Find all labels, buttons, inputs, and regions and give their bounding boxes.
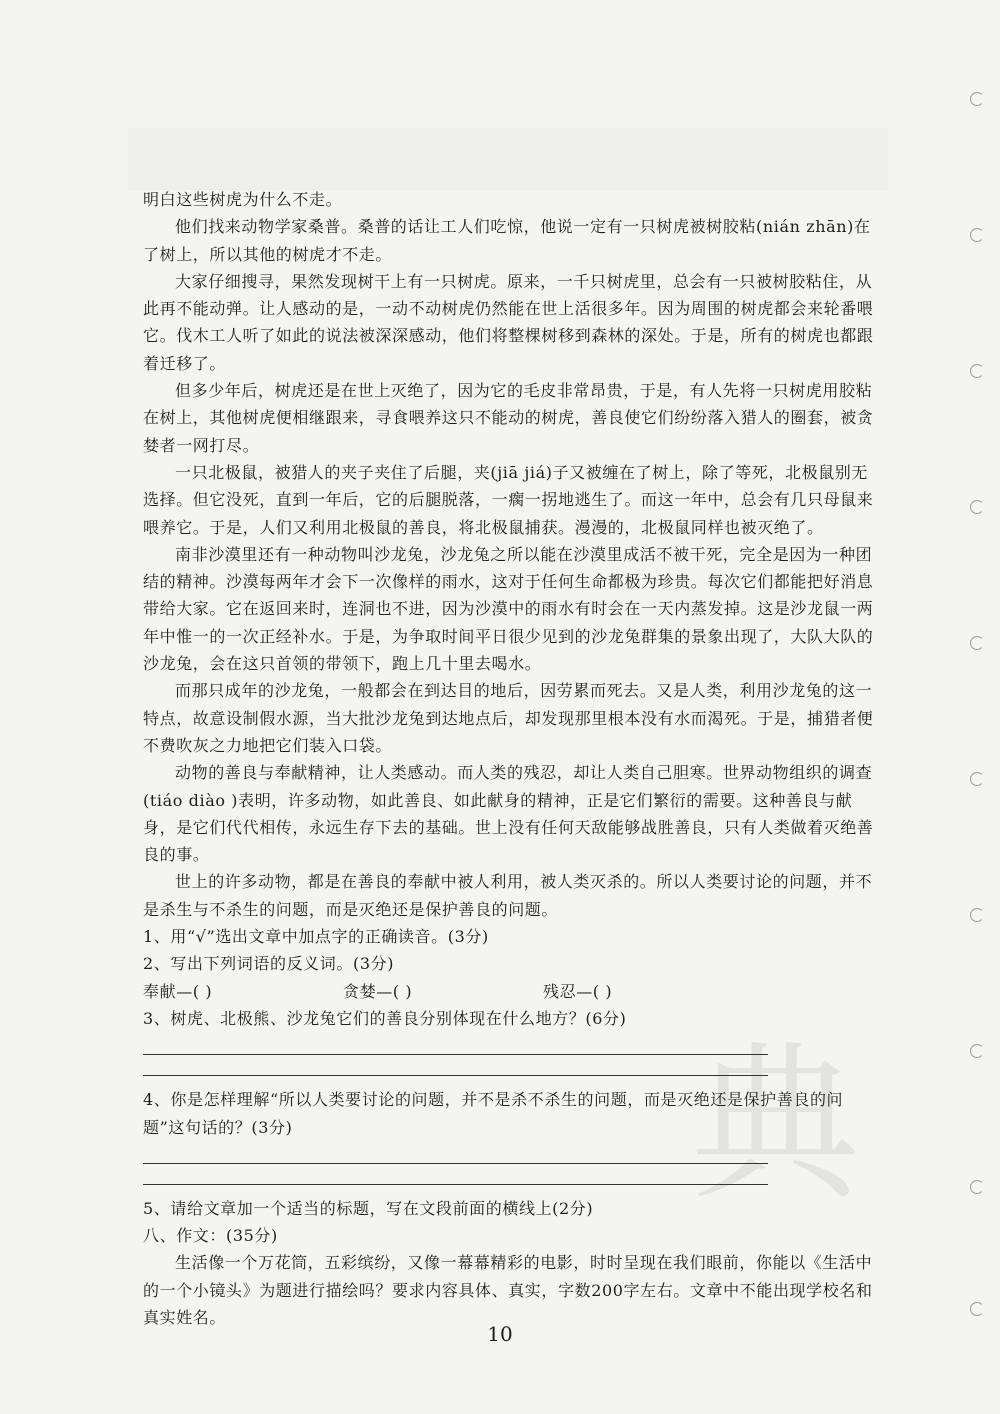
- composition-prompt: 生活像一个万花筒，五彩缤纷，又像一幕幕精彩的电影，时时呈现在我们眼前，你能以《生活中的一个小镜头》为题进行描绘吗？要求内容具体、真实，字数200字左右。文章中不能出现学校名和真实姓名。: [143, 1253, 873, 1327]
- binding-hole: [970, 772, 984, 786]
- passage-paragraph: 南非沙漠里还有一种动物叫沙龙兔，沙龙兔之所以能在沙漠里成活不被干死，完全是因为一种团结的精神。沙漠每两年才会下一次像样的雨水，这对于任何生命都极为珍贵。每次它们都能把好消息带给大家。它在返回来时，连洞也不进，因为沙漠中的雨水有时会在一天内蒸发掉。这是沙龙鼠一两年中惟一的一次正经补水。于是，为争取时间平日很少见到的沙龙兔群集的景象出现了，大队大队的沙龙兔，会在这只首领的带领下，跑上几十里去喝水。: [143, 544, 874, 674]
- page-number: 10: [487, 1322, 513, 1346]
- binding-hole: [970, 228, 984, 242]
- question-2: 2、写出下列词语的反义词。(3分): [143, 954, 395, 974]
- passage-paragraph: 而那只成年的沙龙兔，一般都会在到达目的地后，因劳累而死去。又是人类，利用沙龙兔的这一特点，故意设制假水源，当大批沙龙兔到达地点后，却发现那里根本没有水而渴死。于是，捕猎者便不费吹灰之力地把它们装入口袋。: [143, 681, 874, 755]
- binding-hole: [970, 92, 984, 106]
- watermark-glyph: 典: [690, 1026, 861, 1224]
- header-band: [128, 128, 888, 190]
- antonym-row: [143, 978, 883, 1005]
- binding-hole: [970, 1302, 984, 1316]
- composition-heading: 八、作文：(35分): [143, 1226, 278, 1246]
- passage-paragraph: 明白这些树虎为什么不走。: [143, 190, 343, 209]
- passage-paragraph: 世上的许多动物，都是在善良的奉献中被人利用，被人类灭杀的。所以人类要讨论的问题，并不是杀生与不杀生的问题，而是灭绝还是保护善良的问题。: [143, 872, 873, 919]
- passage-paragraph: 他们找来动物学家桑普。桑普的话让工人们吃惊，他说一定有一只树虎被树胶粘(nián zhān)在了树上，所以其他的树虎才不走。: [143, 217, 871, 264]
- reading-passage: [143, 186, 883, 1331]
- antonym-blank[interactable]: 贪婪—( ): [343, 981, 413, 1001]
- binding-hole: [970, 500, 984, 514]
- binding-hole: [970, 1180, 984, 1194]
- question-3: 3、树虎、北极熊、沙龙兔它们的善良分别体现在什么地方？(6分): [143, 1008, 627, 1028]
- binding-hole: [970, 1044, 984, 1058]
- question-4: 4、你是怎样理解“所以人类要讨论的问题，并不是杀不杀生的问题，而是灭绝还是保护善良的问题”这句话的？(3分): [143, 1090, 844, 1137]
- passage-paragraph: 但多少年后，树虎还是在世上灭绝了，因为它的毛皮非常昂贵，于是，有人先将一只树虎用胶粘在树上，其他树虎便相继跟来，寻食喂养这只不能动的树虎，善良使它们纷纷落入猎人的圈套，被贪婪者一网打尽。: [143, 381, 874, 455]
- binding-hole: [970, 636, 984, 650]
- passage-paragraph: 一只北极鼠，被猎人的夹子夹住了后腿，夹(jiā jiá)子又被缠在了树上，除了等死，北极鼠别无选择。但它没死，直到一年后，它的后腿脱落，一瘸一拐地逃生了。而这一年中，总会有几只母鼠来喂养它。于是，人们又利用北极鼠的善良，将北极鼠捕获。漫漫的，北极鼠同样也被灭绝了。: [143, 462, 874, 537]
- question-1: 1、用“√”选出文章中加点字的正确读音。(3分): [143, 927, 489, 947]
- antonym-blank[interactable]: 奉献—( ): [143, 981, 213, 1001]
- antonym-blank[interactable]: 残忍—( ): [543, 981, 613, 1001]
- binding-hole: [970, 908, 984, 922]
- passage-paragraph: 动物的善良与奉献精神，让人类感动。而人类的残忍，却让人类自己胆寒。世界动物组织的调查(tiáo diào )表明，许多动物，如此善良、如此献身的精神，正是它们繁衍的需要。这种善良与献身，是它们代代相传，永远生存下去的基础。世上没有任何天敌能够战胜善良，只有人类做着灭绝善良的事。: [143, 763, 874, 865]
- binding-hole: [970, 364, 984, 378]
- passage-paragraph: 大家仔细搜寻，果然发现树干上有一只树虎。原来，一千只树虎里，总会有一只被树胶粘住，从此再不能动弹。让人感动的是，一动不动树虎仍然能在世上活很多年。因为周围的树虎都会来轮番喂它。伐木工人听了如此的说法被深深感动，他们将整棵树移到森林的深处。于是，所有的树虎也都跟着迁移了。: [143, 271, 874, 373]
- question-5: 5、请给文章加一个适当的标题，写在文段前面的横线上(2分): [143, 1198, 594, 1218]
